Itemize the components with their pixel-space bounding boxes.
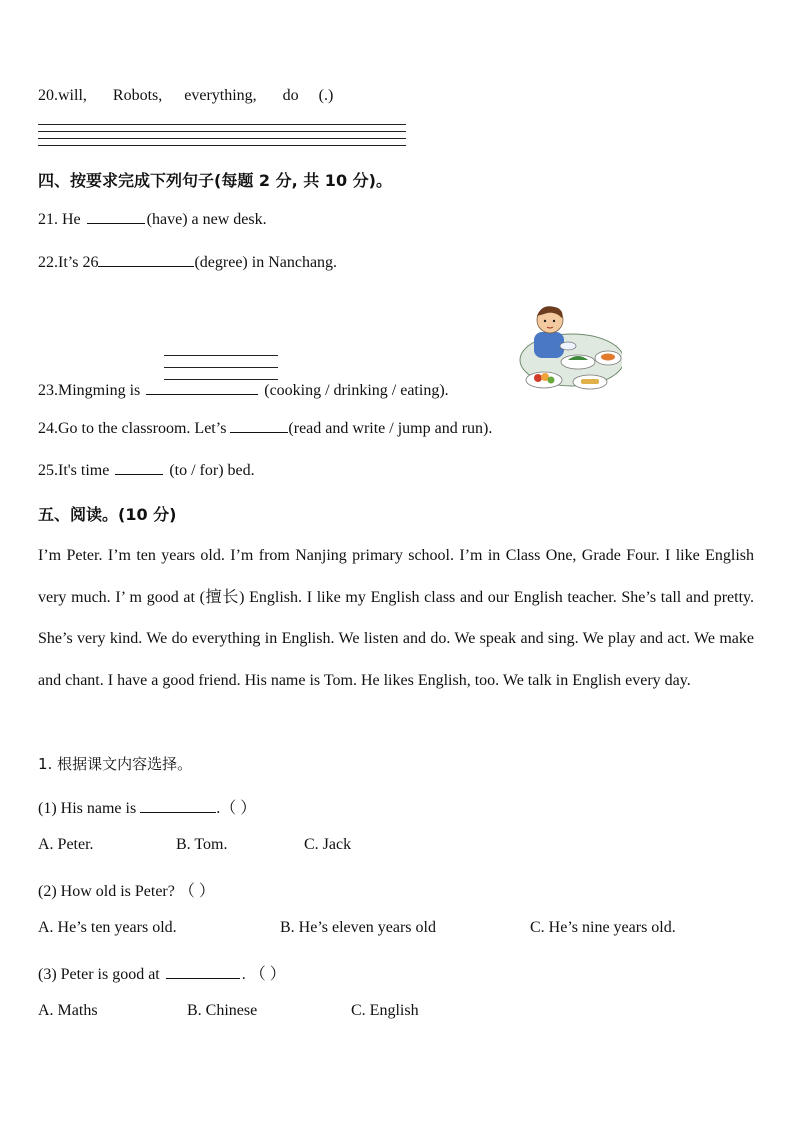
question-23	[38, 382, 449, 400]
question-text: (read and write / jump and run).	[288, 420, 493, 437]
question-21	[38, 211, 267, 229]
word: everything,	[184, 87, 257, 104]
option-c[interactable]: C. He’s nine years old.	[530, 919, 676, 936]
question-20	[38, 87, 333, 105]
mcq-3-stem	[38, 961, 286, 984]
question-25	[38, 462, 255, 480]
question-22	[38, 254, 337, 272]
question-text: Go to the classroom. Let’s	[58, 420, 227, 437]
option-a[interactable]: A. Peter.	[38, 836, 94, 853]
word: do	[282, 87, 299, 104]
reading-passage: I’m Peter. I’m ten years old. I’m from Nanjing primary school. I’m in Class One, Grade Four. I like English very much. I’ m good at (擅长) English. I like my English class and our English teacher. She’s tall and pretty. She’s very kind. We do everything in English. We listen and do. We speak and sing. We play and act. We make and chant. I have a good friend. His name is Tom. He likes English, too. We talk in English every day.	[38, 547, 754, 689]
question-text: It's time	[58, 462, 110, 479]
question-text: . He	[54, 211, 81, 228]
question-text: (2) How old is Peter?	[38, 883, 175, 900]
answer-bracket: .（ ）	[216, 800, 257, 817]
answer-blank[interactable]	[230, 431, 288, 433]
question-text: (to / for) bed.	[169, 462, 255, 479]
question-number: 21	[38, 211, 54, 228]
question-text: (1) His name is	[38, 800, 137, 817]
task-1-heading: 1. 根据课文内容选择。	[38, 755, 193, 773]
question-text: (have) a new desk.	[146, 211, 267, 228]
word: Robots,	[112, 87, 163, 104]
boy-eating-illustration	[514, 302, 622, 394]
option-c[interactable]: C. Jack	[304, 836, 352, 853]
question-text: It’s 26	[58, 254, 99, 271]
question-number: 20.	[38, 87, 58, 104]
option-b[interactable]: B. Tom.	[176, 836, 228, 853]
question-text: (degree) in Nanchang.	[194, 254, 338, 271]
answer-bracket: . （ ）	[241, 966, 286, 983]
answer-blank[interactable]	[115, 473, 163, 475]
answer-blank[interactable]	[166, 977, 240, 979]
question-24	[38, 420, 492, 438]
word: (.)	[318, 87, 334, 104]
mcq-1-stem	[38, 795, 256, 818]
option-a[interactable]: A. He’s ten years old.	[38, 919, 177, 936]
question-number: 22.	[38, 254, 58, 271]
section-5-heading: 五、阅读。(10 分)	[38, 505, 177, 524]
answer-blank[interactable]	[87, 222, 145, 224]
question-text: (3) Peter is good at	[38, 966, 160, 983]
question-text: Mingming is	[58, 382, 141, 399]
question-number: 24.	[38, 420, 58, 437]
question-number: 25.	[38, 462, 58, 479]
mcq-2-stem	[38, 878, 215, 901]
answer-bracket: （ ）	[178, 883, 215, 900]
option-b[interactable]: B. Chinese	[187, 1002, 258, 1019]
question-text: (cooking / drinking / eating).	[264, 382, 449, 399]
option-b[interactable]: B. He’s eleven years old	[280, 919, 436, 936]
answer-writing-lines[interactable]	[38, 124, 406, 152]
question-number: 23.	[38, 382, 58, 399]
option-c[interactable]: C. English	[351, 1002, 419, 1019]
word: will,	[58, 87, 87, 104]
option-a[interactable]: A. Maths	[38, 1002, 98, 1019]
section-4-heading: 四、按要求完成下列句子(每题 2 分, 共 10 分)。	[38, 171, 392, 190]
answer-blank[interactable]	[140, 811, 216, 813]
answer-blank[interactable]	[98, 265, 194, 267]
answer-blank[interactable]	[146, 393, 258, 395]
